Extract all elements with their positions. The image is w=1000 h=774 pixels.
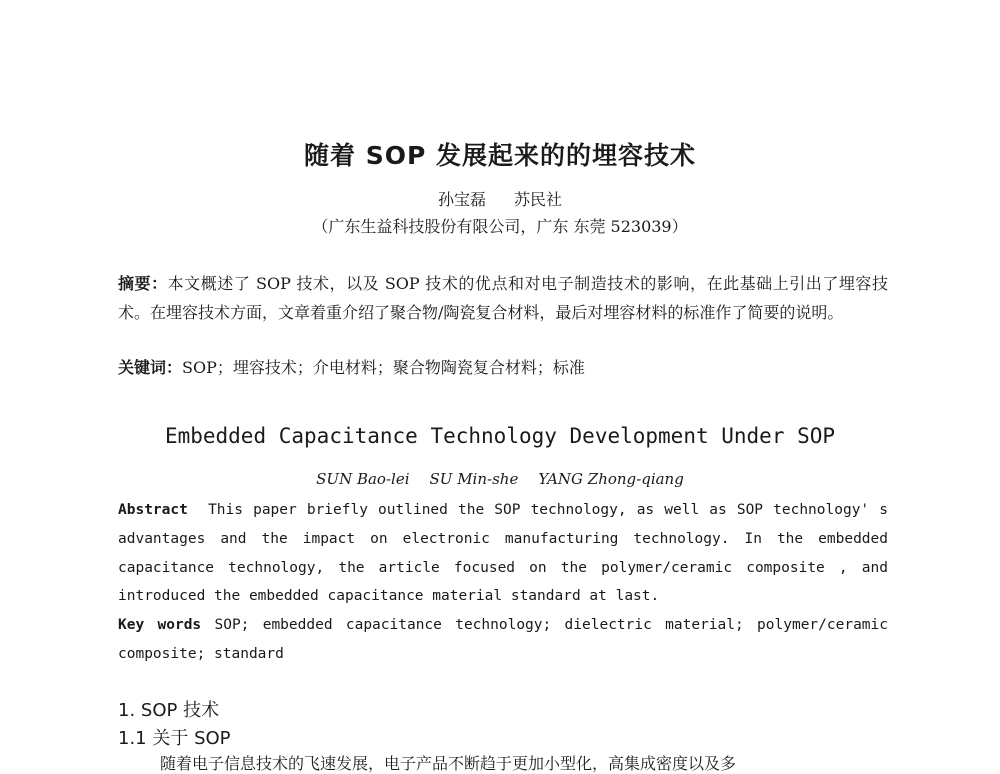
section-heading: 1. SOP 技术 xyxy=(118,700,220,721)
keywords-text-chinese: SOP；埋容技术；介电材料；聚合物陶瓷复合材料；标准 xyxy=(182,358,585,377)
author-list-chinese xyxy=(0,187,1000,210)
keywords-label-chinese: 关键词： xyxy=(118,358,183,377)
author-name: 苏民社 xyxy=(514,190,563,209)
abstract-label-english: Abstract xyxy=(118,502,188,518)
abstract-chinese xyxy=(118,269,888,327)
affiliation-chinese: （广东生益科技股份有限公司，广东 东莞 523039） xyxy=(312,217,688,236)
body-paragraph-start: 随着电子信息技术的飞速发展，电子产品不断趋于更加小型化，高集成密度以及多 xyxy=(160,754,737,773)
paper-title-english: Embedded Capacitance Technology Development Under SOP xyxy=(164,424,836,448)
keywords-label-english: Key words xyxy=(118,617,202,634)
abstract-text-english: This paper briefly outlined the SOP technology, as well as SOP technology' s advantages and the impact on electronic manufacturing technology. In the embedded capacitance technology, the article focused on the polymer/ceramic composite , and introduced the embedded capacitance material standard at last. xyxy=(118,502,888,605)
keywords-chinese xyxy=(118,355,585,378)
paper-title-chinese: 随着 SOP 发展起来的的埋容技术 xyxy=(304,141,696,170)
author-list-english xyxy=(0,470,1000,488)
abstract-english xyxy=(118,496,888,669)
author-name: SUN Bao-lei xyxy=(316,470,410,488)
author-name: SU Min-she xyxy=(429,470,519,488)
abstract-text-chinese: 本文概述了 SOP 技术，以及 SOP 技术的优点和对电子制造技术的影响，在此基础上引出了埋容技术。在埋容技术方面，文章着重介绍了聚合物/陶瓷复合材料，最后对埋容材料的标准作了简要的说明。 xyxy=(118,274,888,322)
abstract-label-chinese: 摘要： xyxy=(118,274,168,293)
author-name: 孙宝磊 xyxy=(437,190,486,209)
author-name: YANG Zhong-qiang xyxy=(538,470,684,488)
keywords-text-english: SOP; embedded capacitance technology; dielectric material; polymer/ceramic composite; standard xyxy=(118,617,888,662)
subsection-heading: 1.1 关于 SOP xyxy=(118,728,231,749)
